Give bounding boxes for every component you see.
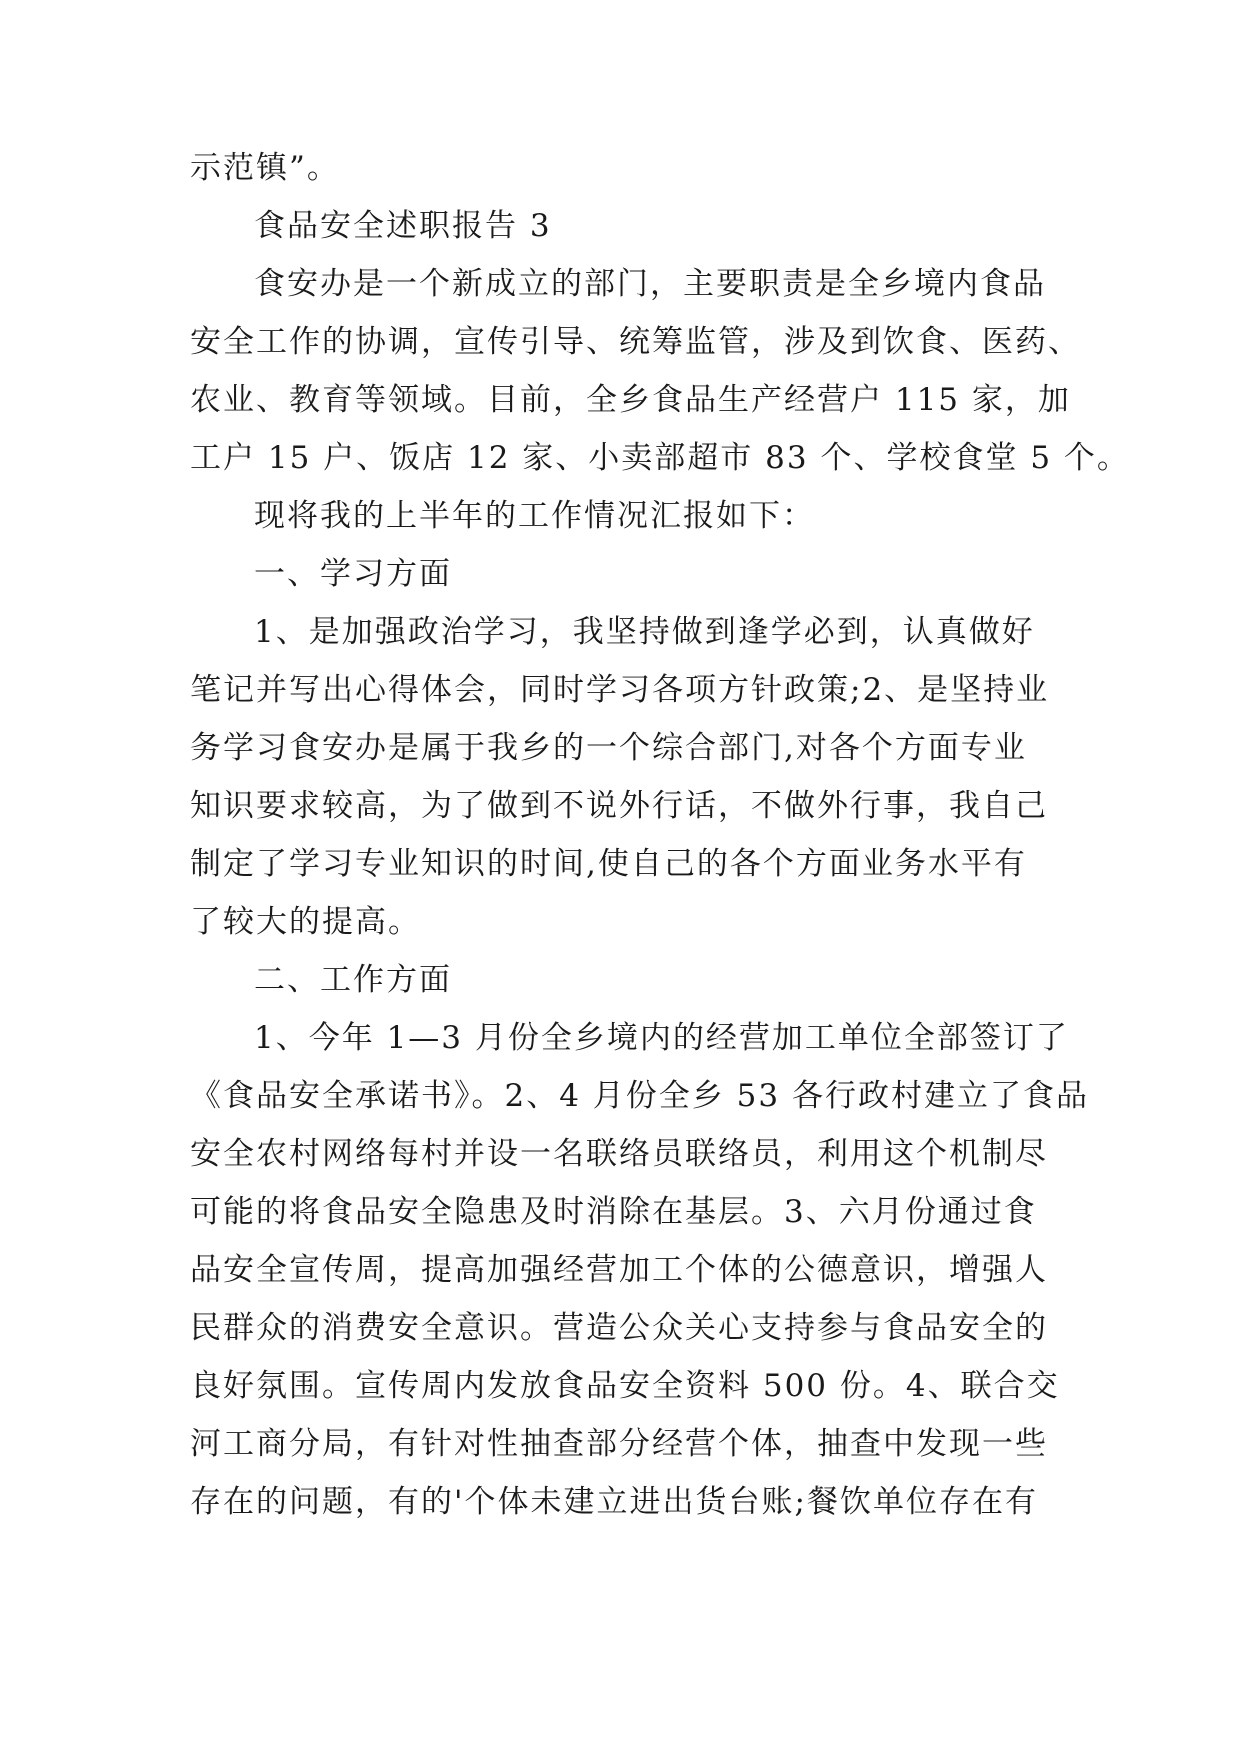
text-line-24: 存在的问题，有的'个体未建立进出货台账;餐饮单位存在有 (190, 1484, 1038, 1520)
text-line-6: 工户 15 户、饭店 12 家、小卖部超市 83 个、学校食堂 5 个。 (190, 440, 1130, 476)
text-line-22: 良好氛围。宣传周内发放食品安全资料 500 份。4、联合交 (190, 1368, 1060, 1404)
text-line-23: 河工商分局，有针对性抽查部分经营个体，抽查中发现一些 (190, 1426, 1048, 1462)
text-line-13: 制定了学习专业知识的时间,使自己的各个方面业务水平有 (190, 846, 1027, 882)
text-line-3: 食安办是一个新成立的部门，主要职责是全乡境内食品 (254, 266, 1046, 302)
text-line-7: 现将我的上半年的工作情况汇报如下： (254, 498, 815, 534)
text-line-19: 可能的将食品安全隐患及时消除在基层。3、六月份通过食 (190, 1194, 1037, 1230)
heading-study: 一、学习方面 (254, 556, 452, 592)
text-line-10: 笔记并写出心得体会，同时学习各项方针政策;2、是坚持业 (190, 672, 1050, 708)
text-line-11: 务学习食安办是属于我乡的一个综合部门,对各个方面专业 (190, 730, 1027, 766)
text-line-14: 了较大的提高。 (190, 904, 421, 940)
text-line-1: 示范镇”。 (190, 150, 340, 186)
text-line-16: 1、今年 1—3 月份全乡境内的经营加工单位全部签订了 (254, 1020, 1069, 1056)
text-line-17: 《食品安全承诺书》。2、4 月份全乡 53 各行政村建立了食品 (190, 1078, 1089, 1114)
text-line-18: 安全农村网络每村并设一名联络员联络员，利用这个机制尽 (190, 1136, 1048, 1172)
text-line-12: 知识要求较高，为了做到不说外行话，不做外行事，我自己 (190, 788, 1048, 824)
text-line-5: 农业、教育等领域。目前，全乡食品生产经营户 115 家，加 (190, 382, 1071, 418)
text-line-4: 安全工作的协调，宣传引导、统筹监管，涉及到饮食、医药、 (190, 324, 1081, 360)
section-title-report-3: 食品安全述职报告 3 (254, 208, 552, 244)
heading-work: 二、工作方面 (254, 962, 452, 998)
text-line-20: 品安全宣传周，提高加强经营加工个体的公德意识，增强人 (190, 1252, 1048, 1288)
text-line-21: 民群众的消费安全意识。营造公众关心支持参与食品安全的 (190, 1310, 1048, 1346)
text-line-9: 1、是加强政治学习，我坚持做到逢学必到，认真做好 (254, 614, 1035, 650)
